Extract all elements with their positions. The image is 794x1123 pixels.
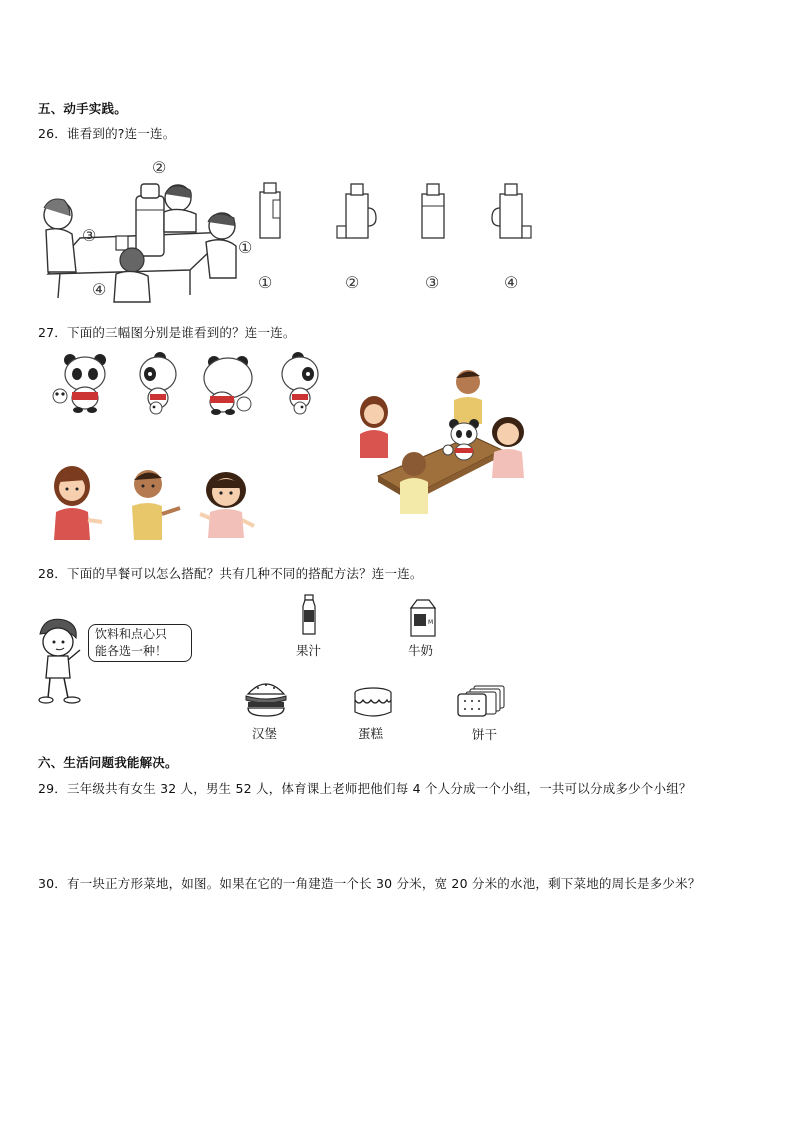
- view-label-1: ①: [258, 273, 273, 292]
- view-1-thermos: [255, 180, 285, 240]
- speech-bubble: [88, 624, 192, 662]
- snack-label-biscuit: 饼干: [472, 727, 498, 742]
- girl-ponytail: [48, 464, 104, 544]
- scene-label-1: ①: [238, 238, 253, 257]
- panda-view-front: [50, 352, 114, 414]
- panda-view-back: [196, 354, 260, 416]
- question-30-text: 30．有一块正方形菜地，如图。如果在它的一角建造一个长 30 分米，宽 20 分米的水池，剩下菜地的周长是多少米？: [38, 876, 701, 891]
- view-4-thermos: [492, 180, 532, 240]
- panda-view-side-left: [136, 352, 180, 418]
- juice-bottle-icon: [299, 594, 319, 636]
- boy-cartoon: [30, 616, 90, 706]
- view-label-3: ③: [425, 273, 440, 292]
- q27-table-scene: [352, 366, 542, 516]
- snack-label-cake: 蛋糕: [358, 726, 384, 741]
- panda-view-side-right: [278, 352, 322, 418]
- view-3-thermos: [418, 180, 448, 240]
- question-26-text: 26．谁看到的?连一连。: [38, 126, 176, 141]
- question-29-text: 29．三年级共有女生 32 人，男生 52 人，体育课上老师把他们每 4 个人分成一个小组，一共可以分成多少个小组？: [38, 781, 692, 796]
- scene-label-3: ③: [82, 226, 97, 245]
- view-label-4: ④: [504, 273, 519, 292]
- view-2-thermos: [336, 180, 376, 240]
- question-28-text: 28．下面的早餐可以怎么搭配？共有几种不同的搭配方法？连一连。: [38, 566, 423, 581]
- scene-label-2: ②: [152, 158, 167, 177]
- milk-carton-icon: [407, 598, 439, 638]
- hamburger-icon: [244, 678, 288, 718]
- bubble-line-1: 饮料和点心只: [95, 627, 168, 641]
- bubble-line-2: 能各选一种！: [95, 644, 168, 658]
- drink-label-milk: 牛奶: [408, 643, 434, 658]
- section-5-title: 五、动手实践。: [38, 101, 127, 116]
- view-label-2: ②: [345, 273, 360, 292]
- biscuit-icon: [456, 684, 512, 720]
- cake-icon: [353, 686, 393, 720]
- section-6-title: 六、生活问题我能解决。: [38, 755, 178, 770]
- scene-label-4: ④: [92, 280, 107, 299]
- boy: [128, 464, 184, 544]
- snack-label-hamburger: 汉堡: [252, 726, 278, 741]
- girl-short-hair: [198, 470, 256, 542]
- drink-label-juice: 果汁: [296, 643, 322, 658]
- question-27-text: 27．下面的三幅图分别是谁看到的？连一连。: [38, 325, 296, 340]
- svg-text:M: M: [428, 619, 434, 626]
